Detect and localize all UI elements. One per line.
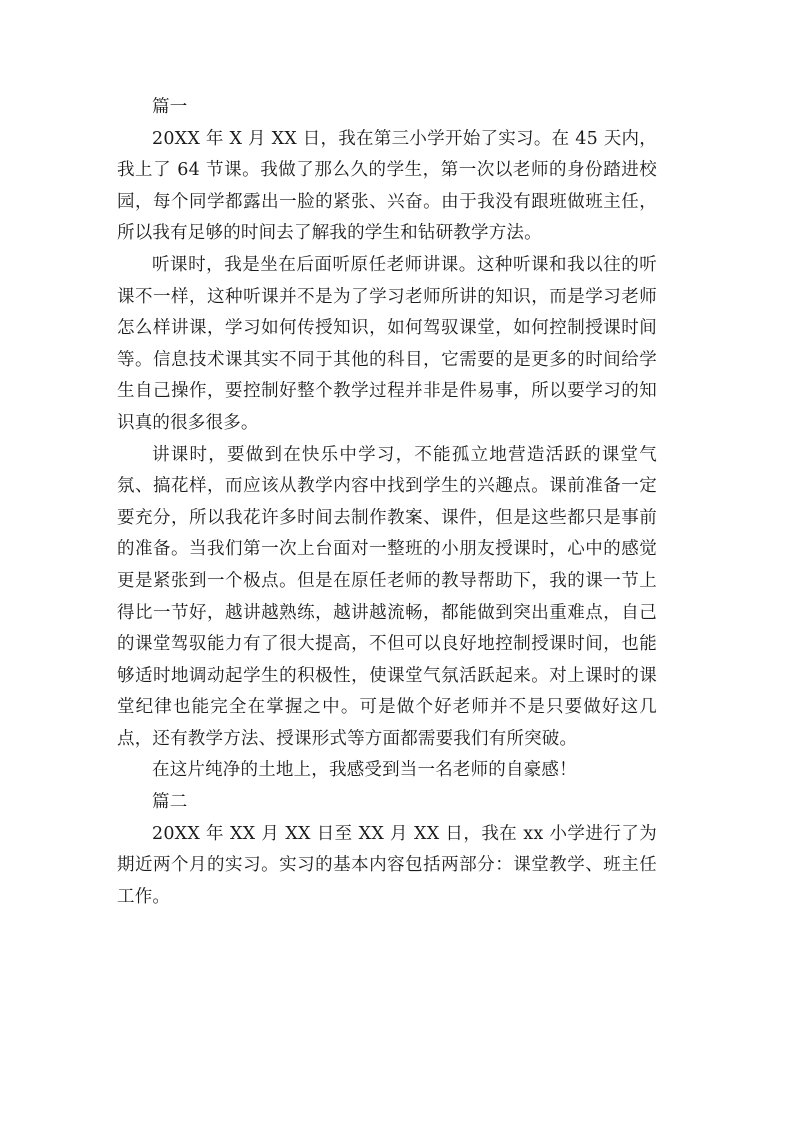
- paragraph-2: 听课时，我是坐在后面听原任老师讲课。这种听课和我以往的听课不一样，这种听课并不是为了学习老师所讲的知识，而是学习老师怎么样讲课，学习如何传授知识，如何驾驭课堂，如何控制授课时间等。信息技术课其实不同于其他的科目，它需要的是更多的时间给学生自己操作，要控制好整个教学过程并非是件易事，所以要学习的知识真的很多很多。: [117, 254, 657, 433]
- paragraph-1: 20XX 年 X 月 XX 日，我在第三小学开始了实习。在 45 天内，我上了 64 节课。我做了那么久的学生，第一次以老师的身份踏进校园，每个同学都露出一脸的紧张、兴奋。由于我没有跟班做班主任，所以我有足够的时间去了解我的学生和钻研教学方法。: [117, 128, 657, 244]
- section-title-2: 篇二: [152, 792, 188, 813]
- section-title-1: 篇一: [152, 97, 188, 117]
- paragraph-3: 讲课时，要做到在快乐中学习，不能孤立地营造活跃的课堂气氛、搞花样，而应该从教学内容中找到学生的兴趣点。课前准备一定要充分，所以我花许多时间去制作教案、课件，但是这些都只是事前的准备。当我们第一次上台面对一整班的小朋友授课时，心中的感觉更是紧张到一个极点。但是在原任老师的教导帮助下，我的课一节上得比一节好，越讲越熟练，越讲越流畅，都能做到突出重难点，自己的课堂驾驭能力有了很大提高，不但可以良好地控制授课时间，也能够适时地调动起学生的积极性，使课堂气氛活跃起来。对上课时的课堂纪律也能完全在掌握之中。可是做个好老师并不是只要做好这几点，还有教学方法、授课形式等方面都需要我们有所突破。: [117, 444, 657, 749]
- paragraph-4: 在这片纯净的土地上，我感受到当一名老师的自豪感！: [152, 760, 577, 781]
- document-body: [117, 92, 657, 913]
- paragraph-5: 20XX 年 XX 月 XX 日至 XX 月 XX 日，我在 xx 小学进行了为期近两个月的实习。实习的基本内容包括两部分：课堂教学、班主任工作。: [117, 823, 657, 907]
